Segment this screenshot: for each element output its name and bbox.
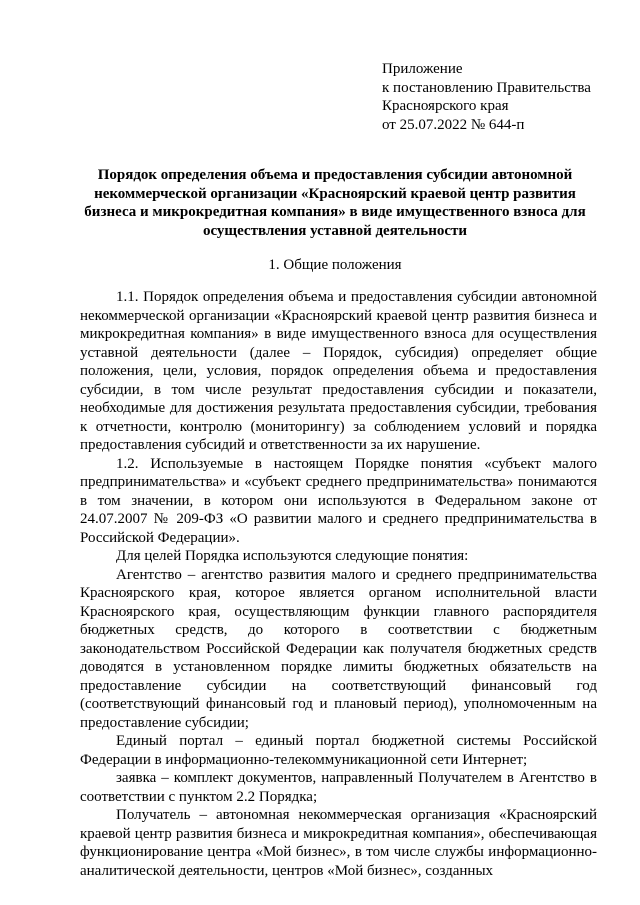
document-title: Порядок определения объема и предоставления субсидии автономной некоммерческой организации «Красноярский краевой центр развития бизнеса и микрокредитная компания» в виде имущественного взноса для осуществления уставной деятельности <box>84 167 586 239</box>
body-text <box>80 288 597 880</box>
section-heading: 1. Общие положения <box>268 257 402 273</box>
paragraph-definitions-intro: Для целей Порядка используются следующие понятия: <box>116 548 469 564</box>
paragraph-definition-application: заявка – комплект документов, направленный Получателем в Агентство в соответствии с пунктом 2.2 Порядка; <box>80 770 597 805</box>
appendix-line-4: от 25.07.2022 № 644-п <box>382 116 525 133</box>
paragraph-definition-recipient: Получатель – автономная некоммерческая организация «Красноярский краевой центр развития бизнеса и микрокредитная компания», обеспечивающая функционирование центра «Мой бизнес», в том числе службы информационно-аналитической деятельности, центров «Мой бизнес», созданных <box>80 807 597 879</box>
paragraph-definition-portal: Единый портал – единый портал бюджетной системы Российской Федерации в информационно-телекоммуникационной сети Интернет; <box>80 733 597 768</box>
appendix-line-1: Приложение <box>382 61 463 77</box>
paragraph-1-2: 1.2. Используемые в настоящем Порядке понятия «субъект малого предпринимательства» и «субъект среднего предпринимательства» понимаются в том значении, в котором они используются в Федеральном законе от 24.07.2007 № 209-ФЗ «О развитии малого и среднего предпринимательства в Российской Федерации». <box>80 455 597 546</box>
paragraph-1-1: 1.1. Порядок определения объема и предоставления субсидии автономной некоммерческой организации «Красноярский краевой центр развития бизнеса и микрокредитная компания» в виде имущественного взноса для осуществления уставной деятельности (далее – Порядок, субсидия) определяет общие положения, цели, условия, порядок определения объема и предоставления субсидии, в том числе результат предоставления субсидии и показатели, необходимые для достижения результата предоставления субсидии, требования к отчетности, контролю (мониторингу) за соблюдением условий и порядка предоставления субсидий и ответственности за их нарушение. <box>80 289 597 453</box>
appendix-block <box>382 60 622 134</box>
paragraph-definition-agency: Агентство – агентство развития малого и среднего предпринимательства Красноярского края, которое является органом исполнительной власти Красноярского края, осуществляющим функции главного распорядителя бюджетных средств, до которого в соответствии с бюджетным законодательством Российской Федерации как получателя бюджетных средств доводятся в установленном порядке лимиты бюджетных обязательств на предоставление субсидии на соответствующий финансовый год (соответствующий финансовый год и плановый период), уполномоченным на предоставление субсидии; <box>80 566 597 731</box>
appendix-line-3: Красноярского края <box>382 98 509 114</box>
appendix-line-2: к постановлению Правительства <box>382 79 591 96</box>
